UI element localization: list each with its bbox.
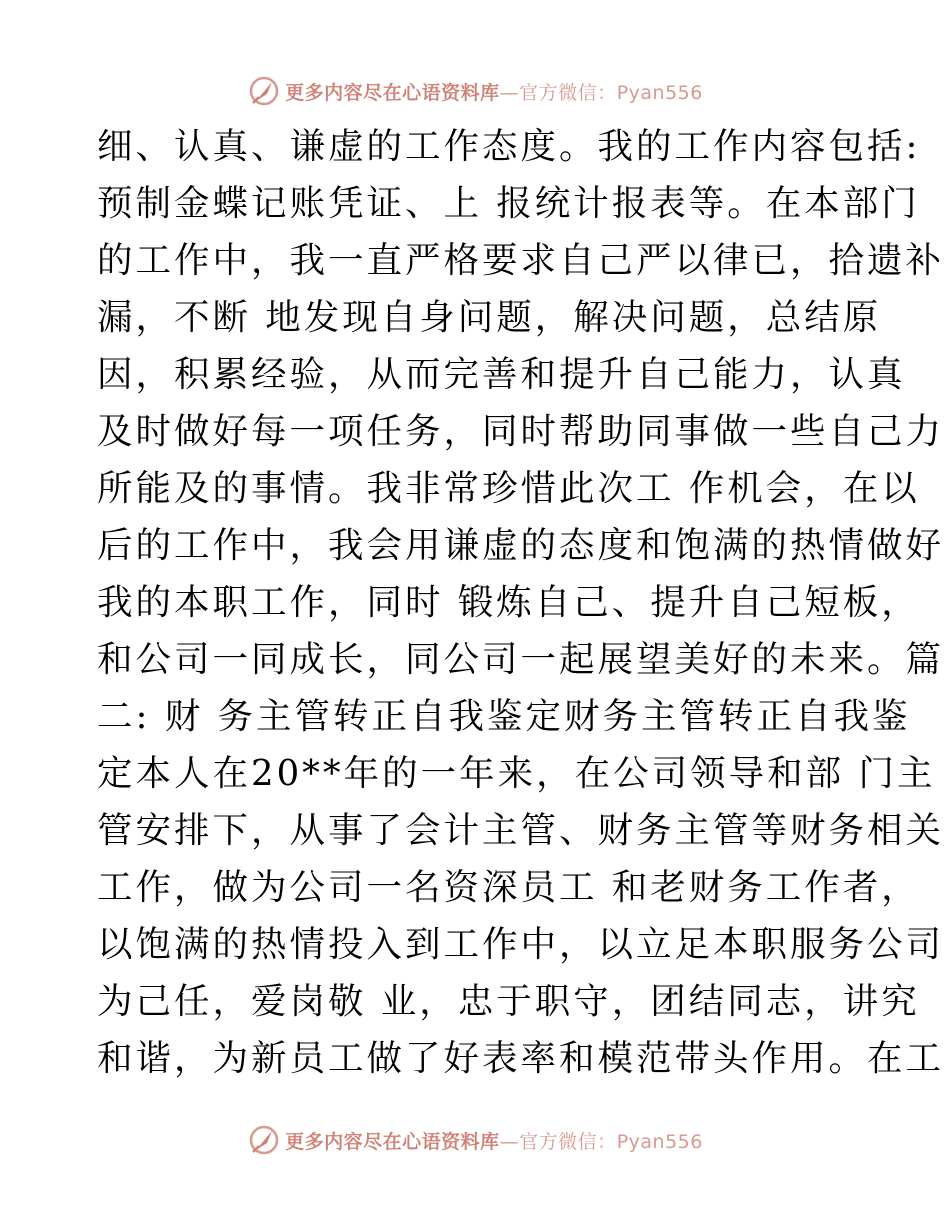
footer-watermark xyxy=(0,1120,950,1160)
watermark-separator: — xyxy=(499,81,520,104)
watermark-text xyxy=(285,78,703,105)
text-line: 漏，不断 地发现自身问题，解决问题，总结原 xyxy=(97,297,882,338)
watermark-main: 更多内容尽在心语资料库 xyxy=(285,81,500,104)
feather-logo-icon xyxy=(247,1123,281,1157)
text-line: 后的工作中，我会用谦虚的态度和饱满的热情做好 xyxy=(97,525,945,566)
watermark-official: 官方微信： xyxy=(519,81,617,104)
text-line: 和谐，为新员工做了好表率和模范带头作用。在工 xyxy=(97,1038,945,1079)
text-line: 二: 财 务主管转正自我鉴定财务主管转正自我鉴 xyxy=(97,696,911,737)
text-line: 定本人在20**年的一年来，在公司领导和部 门主 xyxy=(97,753,936,794)
watermark-separator: — xyxy=(499,1130,520,1153)
text-line: 工作，做为公司一名资深员工 和老财务工作者， xyxy=(97,867,920,908)
text-line: 预制金蝶记账凭证、上 报统计报表等。在本部门 xyxy=(97,183,920,224)
header-watermark xyxy=(0,71,950,111)
watermark-main: 更多内容尽在心语资料库 xyxy=(285,1130,500,1153)
feather-logo-icon xyxy=(247,74,281,108)
text-line: 及时做好每一项任务，同时帮助同事做一些自己力 xyxy=(97,411,945,452)
text-line: 管安排下，从事了会计主管、财务主管等财务相关 xyxy=(97,810,945,851)
watermark-id: Pyan556 xyxy=(616,81,703,104)
watermark-text xyxy=(285,1127,703,1154)
text-line: 细、认真、谦虚的工作态度。我的工作内容包括: xyxy=(97,126,921,167)
watermark-id: Pyan556 xyxy=(616,1130,703,1153)
text-line: 的工作中，我一直严格要求自己严以律已，拾遗补 xyxy=(97,240,945,281)
text-line: 因，积累经验，从而完善和提升自己能力，认真 xyxy=(97,354,906,395)
text-line: 所能及的事情。我非常珍惜此次工 作机会，在以 xyxy=(97,468,920,509)
text-line: 为己任，爱岗敬 业，忠于职守，团结同志，讲究 xyxy=(97,981,920,1022)
text-line: 我的本职工作，同时 锻炼自己、提升自己短板， xyxy=(97,582,920,623)
watermark-official: 官方微信： xyxy=(519,1130,617,1153)
text-line: 以饱满的热情投入到工作中，以立足本职服务公司 xyxy=(97,924,945,965)
text-line: 和公司一同成长，同公司一起展望美好的未来。篇 xyxy=(97,639,945,680)
